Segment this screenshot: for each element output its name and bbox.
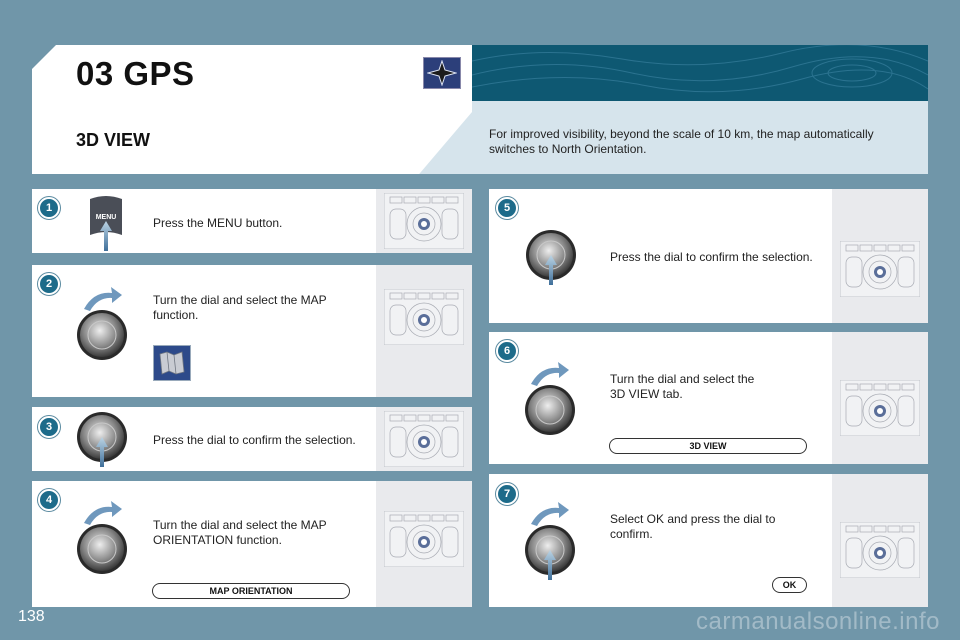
control-panel-area bbox=[832, 189, 928, 323]
press-arrow-icon bbox=[545, 255, 557, 285]
step-card-3 bbox=[32, 407, 472, 471]
ok-button[interactable]: OK bbox=[772, 577, 807, 593]
step-text: Turn the dial and select the 3D VIEW tab. bbox=[610, 372, 755, 401]
control-panel-icon bbox=[840, 241, 920, 297]
press-arrow-icon bbox=[544, 550, 556, 580]
step-text: Press the MENU button. bbox=[153, 216, 283, 230]
step-card-7 bbox=[489, 474, 928, 607]
step-card-4 bbox=[32, 481, 472, 607]
control-panel-icon bbox=[840, 380, 920, 436]
control-panel-area bbox=[832, 474, 928, 607]
step-number-badge: 6 bbox=[496, 340, 518, 362]
control-panel-icon bbox=[384, 411, 464, 467]
rotary-dial-icon bbox=[76, 309, 128, 361]
step-text: Turn the dial and select the MAP ORIENTATION function. bbox=[153, 518, 327, 547]
step-text: Press the dial to confirm the selection. bbox=[153, 433, 356, 447]
page-number: 138 bbox=[18, 608, 45, 625]
3d-view-tab[interactable]: 3D VIEW bbox=[609, 438, 807, 454]
map-function-icon bbox=[153, 345, 191, 381]
step-text: Select OK and press the dial to confirm. bbox=[610, 512, 776, 541]
step-number-badge: 7 bbox=[496, 483, 518, 505]
control-panel-area bbox=[376, 265, 472, 397]
gps-compass-icon bbox=[423, 57, 461, 89]
step-number-badge: 3 bbox=[38, 416, 60, 438]
section-title: 3D VIEW bbox=[76, 130, 151, 150]
step-card-6 bbox=[489, 332, 928, 464]
menu-button-icon bbox=[86, 193, 126, 253]
step-card-5 bbox=[489, 189, 928, 323]
press-arrow-icon bbox=[96, 437, 108, 467]
menu-button-label: MENU bbox=[95, 214, 117, 221]
control-panel-icon bbox=[384, 289, 464, 345]
header-topo-band bbox=[472, 45, 928, 101]
step-number-badge: 4 bbox=[38, 489, 60, 511]
control-panel-area bbox=[376, 481, 472, 607]
intro-text: For improved visibility, beyond the scale of 10 km, the map automatically switches to North Orientation. bbox=[489, 127, 874, 156]
control-panel-icon bbox=[840, 522, 920, 578]
chapter-title: 03 GPS bbox=[76, 55, 195, 92]
step-card-2 bbox=[32, 265, 472, 397]
step-number-badge: 5 bbox=[496, 197, 518, 219]
watermark: carmanualsonline.info bbox=[696, 608, 940, 635]
step-text: Press the dial to confirm the selection. bbox=[610, 250, 813, 264]
step-text: Turn the dial and select the MAP function. bbox=[153, 293, 327, 322]
control-panel-icon bbox=[384, 193, 464, 249]
control-panel-icon bbox=[384, 511, 464, 567]
rotary-dial-icon bbox=[76, 523, 128, 575]
rotary-dial-icon bbox=[524, 384, 576, 436]
step-number-badge: 2 bbox=[38, 273, 60, 295]
control-panel-area bbox=[376, 189, 472, 253]
map-orientation-tab[interactable]: MAP ORIENTATION bbox=[152, 583, 350, 599]
control-panel-area bbox=[832, 332, 928, 464]
step-number-badge: 1 bbox=[38, 197, 60, 219]
control-panel-area bbox=[376, 407, 472, 471]
step-card-1 bbox=[32, 189, 472, 253]
